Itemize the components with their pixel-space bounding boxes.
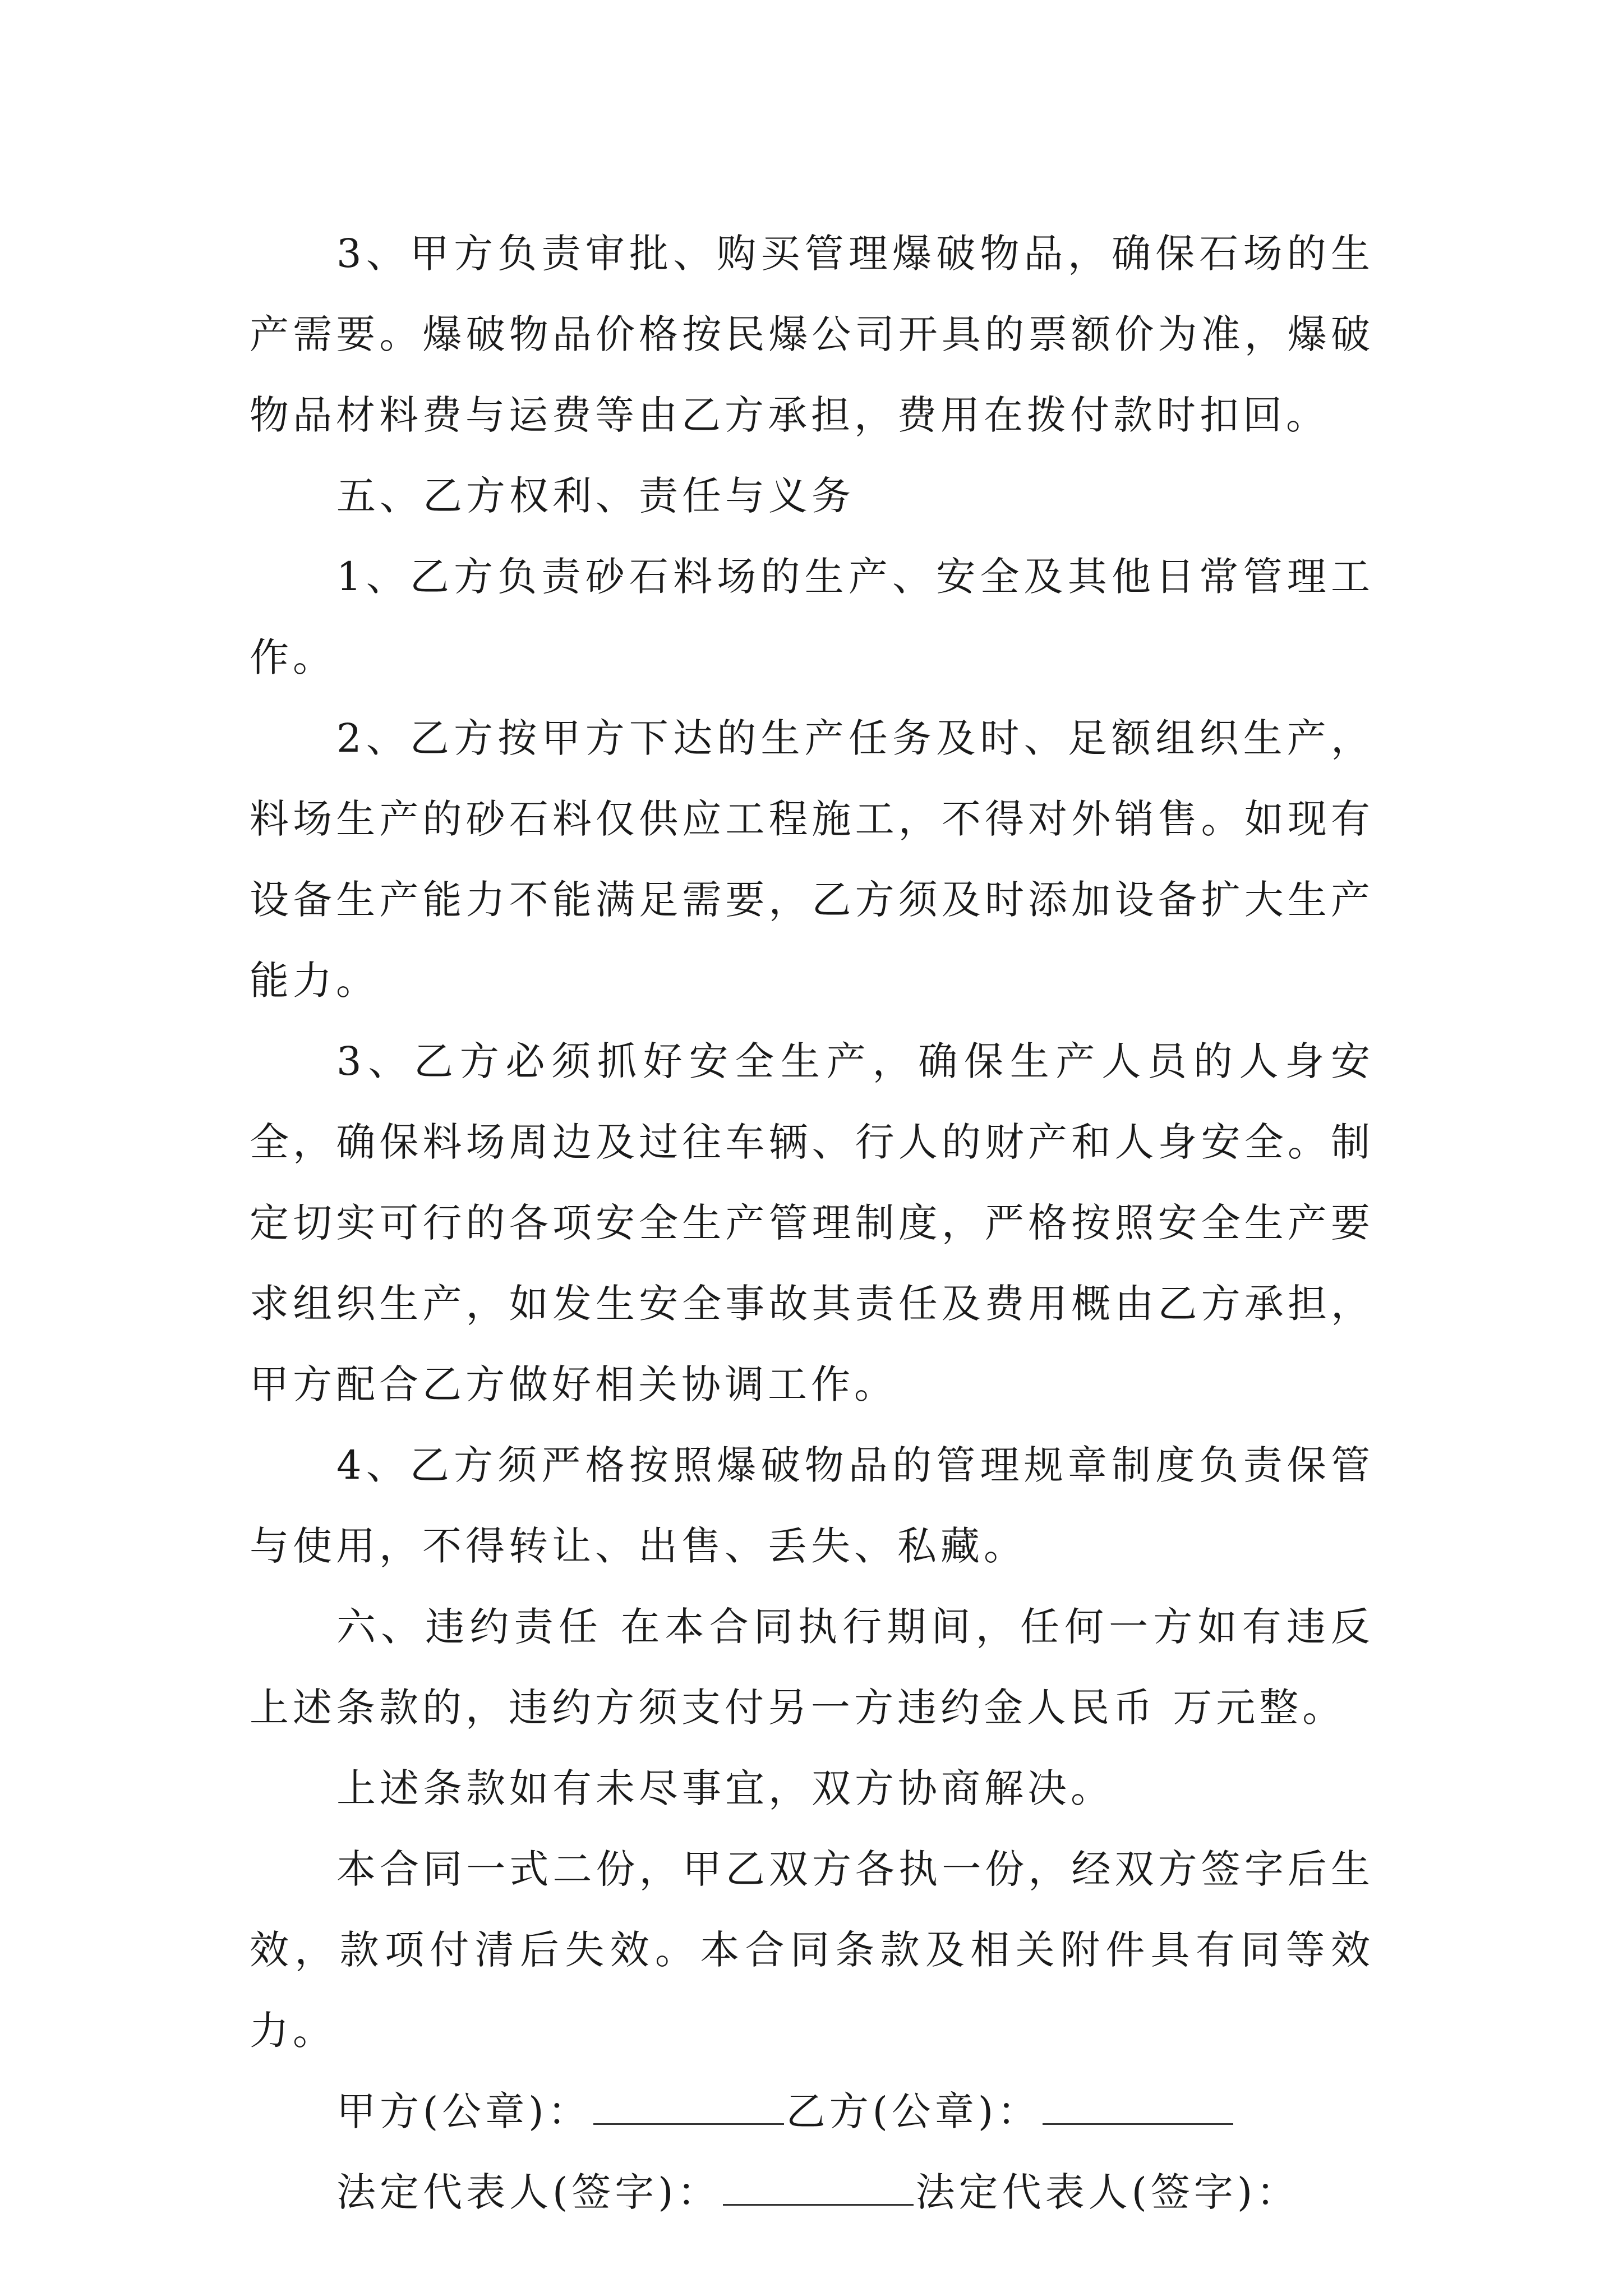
- clause-5-1: 1、乙方负责砂石料场的生产、安全及其他日常管理工作。: [250, 554, 1374, 680]
- section-6-breach-liability: 六、违约责任 在本合同执行期间，任何一方如有违反上述条款的，违约方须支付另一方违约金人民币 万元整。: [250, 1604, 1374, 1731]
- section-5-heading: 五、乙方权利、责任与义务: [336, 473, 855, 519]
- clause-5-3: 3、乙方必须抓好安全生产，确保生产人员的人身安全，确保料场周边及过往车辆、行人的财产和人身安全。制定切实可行的各项安全生产管理制度，严格按照安全生产要求组织生产，如发生安全事故其责任及费用概由乙方承担，甲方配合乙方做好相关协调工作。: [250, 1038, 1374, 1407]
- party-b-seal-label: 乙方(公章)：: [786, 2088, 1041, 2134]
- unresolved-matters-clause: 上述条款如有未尽事宜，双方协商解决。: [336, 1765, 1114, 1811]
- contract-body: [250, 213, 1374, 2233]
- party-a-seal-blank: [593, 2092, 784, 2125]
- clause-5-4: 4、乙方须严格按照爆破物品的管理规章制度负责保管与使用，不得转让、出售、丢失、私藏。: [250, 1442, 1374, 1569]
- copies-and-validity-clause: 本合同一式二份，甲乙双方各执一份，经双方签字后生效，款项付清后失效。本合同条款及相关附件具有同等效力。: [250, 1846, 1374, 2054]
- clause-4-3: 3、甲方负责审批、购买管理爆破物品，确保石场的生产需要。爆破物品价格按民爆公司开具的票额价为准，爆破物品材料费与运费等由乙方承担，费用在拨付款时扣回。: [250, 231, 1374, 438]
- party-b-seal-blank: [1043, 2092, 1233, 2125]
- party-a-rep-label: 法定代表人(签字)：: [336, 2169, 721, 2215]
- representative-signature-line: [250, 2152, 1374, 2233]
- party-b-rep-label: 法定代表人(签字)：: [915, 2169, 1300, 2215]
- seal-signature-line: [250, 2071, 1374, 2152]
- party-a-seal-label: 甲方(公章)：: [336, 2088, 591, 2134]
- party-a-rep-blank: [723, 2173, 914, 2206]
- clause-5-2: 2、乙方按甲方下达的生产任务及时、足额组织生产，料场生产的砂石料仅供应工程施工，不得对外销售。如现有设备生产能力不能满足需要，乙方须及时添加设备扩大生产能力。: [250, 715, 1374, 1004]
